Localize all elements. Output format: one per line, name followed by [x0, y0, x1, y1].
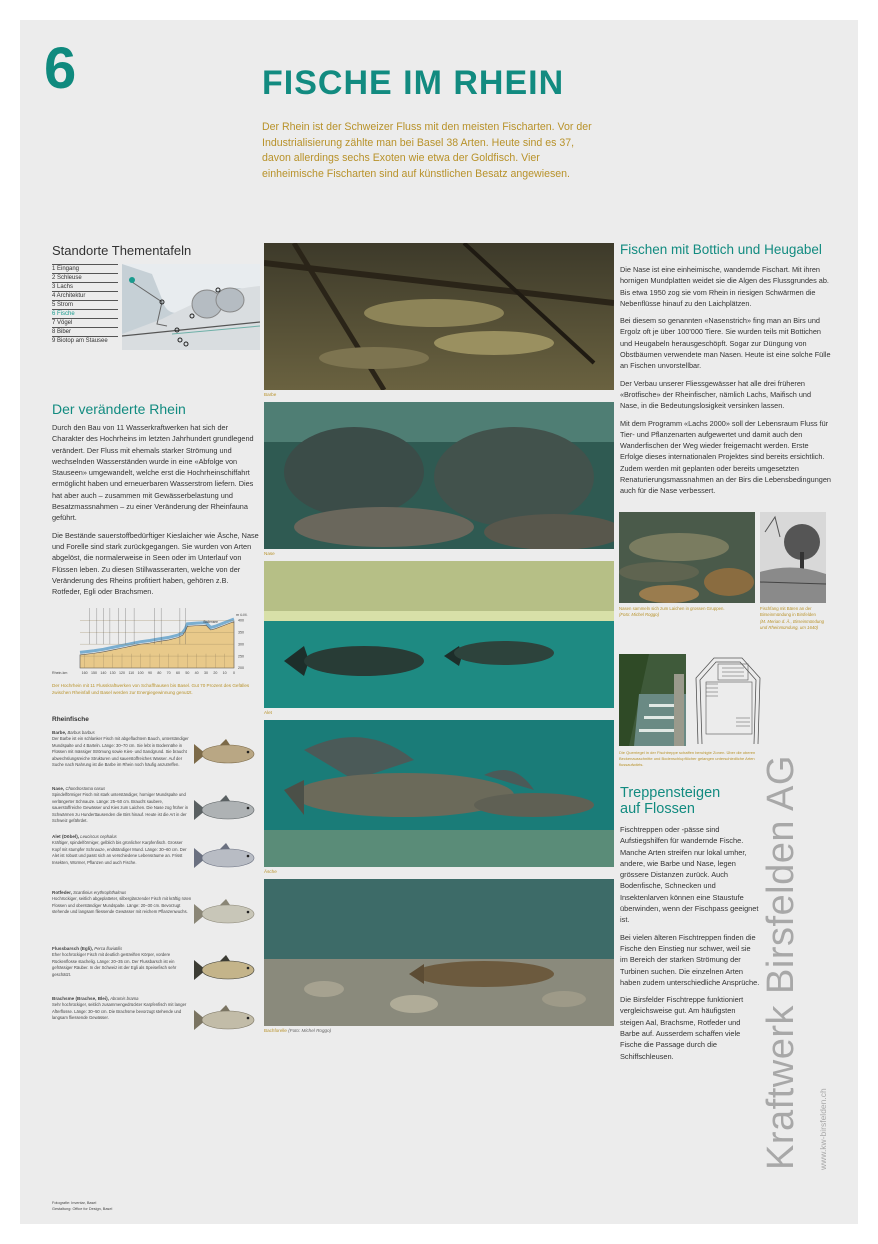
brand-name: Kraftwerk Birsfelden AG: [760, 755, 802, 1170]
photo-credit: (Foto: Michel Roggo): [288, 1028, 332, 1033]
location-list: [52, 264, 118, 345]
fischtreppe-photo: [619, 654, 686, 746]
location-item: 7 Vögel: [52, 318, 118, 327]
site-map: [122, 264, 260, 350]
section-title-line: Treppensteigen: [620, 785, 721, 801]
fish-latin-name: Scardinius erythrophthalmus: [73, 890, 127, 895]
y-axis-label: m ü.M.: [236, 613, 248, 617]
y-tick-label: 350: [238, 630, 244, 635]
photo-aesche: [264, 720, 614, 867]
paragraph: Der Verbau unserer Fliessgewässer hat alle drei früheren «Brotfische» der Rheinfischer, nämlich Lachs, Maifisch und Nase, in die Bedeutungslosigkeit versinken lassen.: [620, 378, 812, 411]
x-tick-label: 60: [176, 671, 180, 675]
fish-latin-name: Perca fluviatilis: [94, 946, 123, 951]
fischtreppe-photo-illustration: [619, 654, 686, 746]
fish-entry: [52, 946, 192, 978]
fish-entry: [52, 890, 192, 916]
location-item: 1 Eingang: [52, 264, 118, 273]
nasen-caption-credit: (Foto: Michel Roggo): [619, 612, 660, 618]
rheinfische-title: Rheinfische: [52, 716, 89, 723]
elevation-chart: [52, 608, 260, 680]
paragraph: Die Birsfelder Fischtreppe funktioniert vergleichsweise gut. Am häufigsten steigen Aal, Brachsme, Rotfeder und Barbe auf. Ausserdem schaffen viele Fische die Passage durch die Schiffschleusen.: [620, 995, 744, 1061]
fish-description: Der Barbe ist ein schlanker Fisch mit abgeflachtem Bauch, unterständiger Mundspalte und 4 Barteln. Länge: 30–70 cm. Sie lebt in Bodennähe in Flüssen mit mässiger Strömung sowie Kies- und Sandgrund. Sie braucht abwechslungsreiche Strukturen und sauerstoffreiches Wasser. Auf der Suche nach Nahrung ist die Barbe im Rhein noch häufig anzutreffen.: [52, 736, 189, 768]
photo-nase: [264, 402, 614, 549]
fish-illustration: [192, 736, 260, 772]
fish-name: Nase,: [52, 786, 65, 791]
fish-entry: [52, 834, 192, 866]
engraving-image: [760, 512, 826, 603]
x-tick-label: 30: [204, 671, 208, 675]
fish-description: Eher hochrückiger Fisch mit deutlich gestreiften Körper, vordere Rückenflosse stachelig. Länge: 20–35 cm. Der Flussbarsch ist ein gefrässiger Räuber. In der Schweiz ist der Egli als Speisefisch sehr geschätzt.: [52, 952, 177, 977]
photo-caption: Nase: [264, 551, 275, 556]
fish-entry: [52, 730, 192, 768]
fish-name: Barbe,: [52, 730, 67, 735]
x-tick-label: 100: [137, 671, 144, 675]
fish-latin-name: Leuciscus cephalus: [80, 834, 117, 839]
location-item: 6 Fische: [52, 309, 118, 318]
fischtreppe-caption: Die Querriegel in der Fischtreppe schaffen beruhigte Zonen. Über die oberen Beckenausschnitte und Bodenschlupflöcher gelangen unterschiedliche Arten flussaufwärts.: [619, 750, 756, 767]
section-title-veraenderte-rhein: Der veränderte Rhein: [52, 401, 186, 417]
x-tick-label: 0: [233, 671, 235, 675]
x-tick-label: 50: [185, 671, 190, 675]
paragraph: Bei diesem so genannten «Nasenstrich» fing man an Birs und Ergolz oft je über 100'000 Tiere. Sie wurden teils mit Bottichen und Heugabeln herausgeschöpft. Sogar zur Düngung von Obstbäumen verwendete man Nasen. Heute ist eine solche Fülle an Fischen unvorstellbar.: [620, 316, 831, 371]
photo-caption: Äsche: [264, 869, 277, 874]
x-tick-label: 80: [157, 671, 162, 675]
fish-name: Alet (Döbel),: [52, 834, 80, 839]
photo-caption: Alet: [264, 710, 272, 715]
y-tick-label: 200: [238, 666, 244, 671]
location-item: 2 Schleuse: [52, 273, 118, 282]
fish-description: Sehr hochrückiger, seitlich zusammengedrückter Karpfenfisch mit langer Afterflosse. Länge: 30–50 cm. Die Brachsme bevorzugt stehende und langsam fliessende Gewässer.: [52, 1002, 187, 1021]
elevation-chart-svg: [52, 608, 260, 680]
location-item: 9 Biotop am Stausee: [52, 336, 118, 345]
x-tick-label: 130: [109, 671, 116, 675]
location-item: 8 Biber: [52, 327, 118, 336]
photo-caption-text: Bachforelle: [264, 1028, 287, 1033]
location-item: 3 Lachs: [52, 282, 118, 291]
section-title-bottich: Fischen mit Bottich und Heugabel: [620, 242, 822, 257]
y-tick-label: 250: [238, 654, 244, 659]
bachforelle-photo-illustration: [264, 879, 614, 1026]
intro-text: Der Rhein ist der Schweizer Fluss mit den meisten Fischarten. Vor der Industrialisierung zählte man bei Basel 38 Arten. Heute sind es 37, davon allerdings sechs Exoten wie etwa der Goldfisch. Vier einheimische Fischarten sind auf künstlichen Besatz angewiesen.: [262, 121, 592, 180]
section-title-line: auf Flossen: [620, 800, 695, 817]
fish-latin-name: Barbus barbus: [67, 730, 95, 735]
page-title: FISCHE IM RHEIN: [262, 64, 565, 102]
y-tick-label: 300: [238, 642, 244, 647]
x-tick-label: 10: [222, 671, 227, 675]
bottich-text: [620, 264, 832, 503]
photo-caption: [264, 1028, 331, 1033]
x-tick-label: 70: [166, 671, 171, 675]
paragraph: Fischtreppen oder -pässe sind Aufstiegshilfen für wandernde Fische. Manche Arten streifen nur lokal umher, andere, wie Barbe und Nase, legen grössere Distanzen zurück. Auch Bodenfische, Schnecken und Insektenlarven können eine Staustufe überwinden, wenn der Fischpass geeignet ist.: [620, 825, 759, 925]
chart-caption: Der Hochrhein mit 11 Flusskraftwerken von Schaffhausen bis Basel. Gut 70 Prozent des Gefälles zwischen Rheinfall und Basel werden zur Energiegewinnung genutzt.: [52, 683, 250, 695]
photo-alet: [264, 561, 614, 708]
x-tick-label: 150: [91, 671, 97, 675]
location-item: 4 Architektur: [52, 291, 118, 300]
fish-name: Flussbarsch (Egli),: [52, 946, 94, 951]
brand-url[interactable]: www.kw-birsfelden.ch: [818, 1088, 828, 1170]
x-tick-label: 40: [194, 671, 199, 675]
credit-line: Gestaltung: Office for Design, Basel: [52, 1206, 113, 1211]
engraving-caption: [760, 606, 832, 632]
lake-label: Bodensee: [203, 619, 218, 624]
paragraph: Bei vielen älteren Fischtreppen finden die Fische den Einstieg nur schwer, weil sie im Bereich der starken Strömung der Turbinen suchen. Die einzelnen Arten haben zudem unterschiedliche Ansprüche.: [620, 932, 760, 987]
aesche-photo-illustration: [264, 720, 614, 867]
fish-latin-name: Abramis brama: [110, 996, 139, 1001]
fish-description: Hochrückiger, seitlich abgeplatteter, silberglänzender Fisch mit kräftig roten Flossen und oberständiger Mundspalte. Länge: 20–30 cm. Bevorzugt stehende und langsam fliessende Gewässer mit reichem Pflanzenwuchs.: [52, 896, 192, 915]
credit-line: Fotografie: Inventar, Basel: [52, 1201, 97, 1205]
photo-nasen-gruppe: [619, 512, 755, 603]
photo-bachforelle: [264, 879, 614, 1026]
fischtreppe-diagram: [692, 654, 764, 746]
fish-latin-name: Chondrostoma nasus: [65, 786, 106, 791]
paragraph: Mit dem Programm «Lachs 2000» soll der Lebensraum Fluss für Tier- und Pflanzenarten aufgewertet und damit auch den Wanderfischen der Weg wieder freigemacht werden. Erste Erfolge dieses internationalen Projektes sind bereits ersichtlich. Zudem werden mit geplanten oder bereits umgesetzten Renaturierungsmassnahmen an der Birs die Lebensbedingungen auch für die Nase verbessert.: [620, 418, 831, 496]
x-tick-label: 110: [128, 671, 135, 675]
barbe-photo-illustration: [264, 243, 614, 390]
panel-number: 6: [44, 36, 77, 101]
y-tick-label: 400: [238, 618, 244, 623]
x-tick-label: 120: [119, 671, 125, 675]
nasen-caption-text: Nasen sammeln sich zum Laichen in grossen Gruppen.: [619, 606, 725, 611]
fish-illustration: [192, 896, 260, 932]
fish-illustration: [192, 792, 260, 828]
fischtreppe-plan-drawing: [692, 654, 764, 746]
x-tick-label: 20: [213, 671, 218, 675]
photo-barbe: [264, 243, 614, 390]
nase-photo-illustration: [264, 402, 614, 549]
section-title-treppen: [620, 786, 760, 818]
photo-caption: Barbe: [264, 392, 277, 397]
x-tick-label: 90: [148, 671, 152, 675]
fish-description: Spindelförmiger Fisch mit stark unterständiger, horniger Mundspalte und verlängerter Schnauze. Länge: 25–50 cm. Braucht saubere, sauerstoffreiche Gewässer und Kies zum Laichen. Die Nase zog früher in Schwärmen zu Hunderttausenden die Birs hinauf. Heute ist die Art in der Schweiz gefährdet.: [52, 792, 189, 824]
x-tick-label: 140: [100, 671, 107, 675]
fish-entry: [52, 786, 192, 824]
paragraph: Durch den Bau von 11 Wasserkraftwerken hat sich der Charakter des Hochrheins im letzten Jahrhundert grundlegend verändert. Der Fluss mit ehemals starker Strömung und wechselnden Wasserständen wurde in eine «Abfolge von Stauseen» umgewandelt, welche erst die Hochrheinschiffahrt ermöglicht haben und erneuerbaren Wasserstrom liefern. Dies hat aber auch – zusammen mit Gewässerbelastung und Besatzmassnahmen – zu einer Veränderung der Rheinfauna geführt.: [52, 423, 254, 523]
treppen-text: [620, 824, 760, 1068]
fish-illustration: [192, 840, 260, 876]
site-map-drawing: [122, 264, 260, 350]
alet-photo-illustration: [264, 561, 614, 708]
engraving-illustration: [760, 512, 826, 603]
engraving-caption-credit: (M. Merian d. Ä., Birseinmündung und Rheinmündung, um 1640): [760, 618, 825, 631]
nasen-photo-illustration: [619, 512, 755, 603]
fish-name: Rotfeder,: [52, 890, 72, 895]
fish-description: Kräftiger, spindelförmiger, gelblich bis grünlicher Karpfenfisch. Grosser Kopf mit stumpfer Schnauze, endständiger Mund. Länge: 30–60 cm. Der Alet ist robust und passt sich an verschiedene Lebensräume an. Frisst Insekten, Würmer, Pflanzen und auch Fische.: [52, 840, 187, 865]
standorte-title: Standorte Thementafeln: [52, 243, 192, 258]
engraving-caption-text: Fischfang mit Bären an der Birseinmündung in Birsfelden: [760, 606, 816, 618]
paragraph: Die Nase ist eine einheimische, wandernde Fischart. Mit ihren hornigen Mundplatten weidet sie die Algen des Flussgrundes ab. Bis etwa 1950 zog sie vom Rhein in riesigen Schwärmen die Nebenflüsse hinauf zu den Laichplätzen.: [620, 265, 829, 308]
x-axis-label: Rhein-km: [52, 671, 68, 675]
location-item: 5 Strom: [52, 300, 118, 309]
current-location-marker: [129, 277, 135, 283]
paragraph: Die Bestände sauerstoffbedürftiger Kieslaicher wie Äsche, Nase und Forelle sind stark zurückgegangen. Sie wurden von Arten abgelöst, die normalerweise in Seen oder im Unterlauf von Flüssen leben. Zu diesen Stillwasserarten, welche von der Veränderung des Rheins profitiert haben, gehören z.B. Rotfeder, Egli oder Brachsmen.: [52, 530, 259, 597]
veraenderte-rhein-text: [52, 422, 260, 603]
fish-name: Brachsme (Brachse, Blei),: [52, 996, 109, 1001]
x-tick-label: 160: [81, 671, 88, 675]
credits: [52, 1201, 112, 1212]
fish-illustration: [192, 952, 260, 988]
fish-entry: [52, 996, 192, 1022]
nasen-caption: [619, 606, 755, 619]
fish-illustration: [192, 1002, 260, 1038]
